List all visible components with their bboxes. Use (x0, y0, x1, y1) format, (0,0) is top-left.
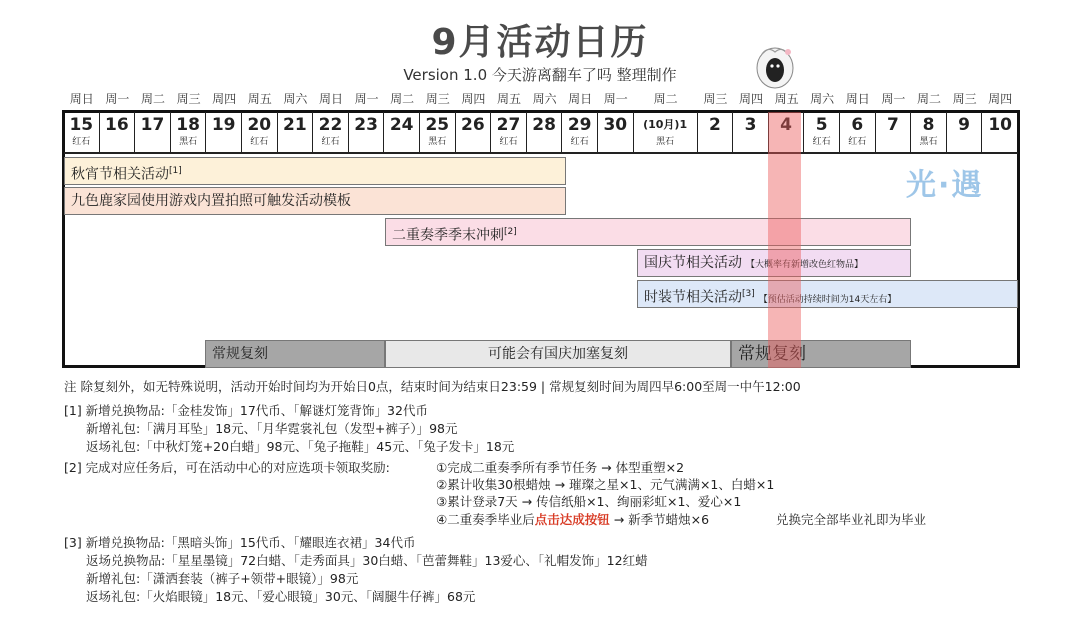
date-number: 20 (247, 115, 272, 135)
date-cell (278, 112, 314, 152)
date-cell (313, 112, 349, 152)
date-number: 10 (988, 115, 1013, 135)
date-number: 24 (389, 115, 414, 135)
weekday-label: 周六 (532, 92, 557, 106)
date-cell (456, 112, 492, 152)
date-number: 16 (105, 115, 129, 135)
event-ref: [1] (169, 166, 182, 176)
note-2-last-b: → 新季节蜡烛×6 (609, 512, 710, 527)
note-2-line: ②累计收集30根蜡烛 → 璀璨之星×1、元气满满×1、白蜡×1 (436, 477, 775, 492)
date-number: 22 (318, 115, 343, 135)
weekday-label: 周三 (703, 92, 728, 106)
date-cell (349, 112, 385, 152)
note-2-last-a: ④二重奏季毕业后 (436, 512, 535, 527)
date-cell (804, 112, 840, 152)
date-cell (491, 112, 527, 152)
mascot-icon (752, 44, 798, 94)
date-cell (733, 112, 769, 152)
stone-tag: 红石 (250, 137, 269, 147)
rerun-bar-national-extra (385, 340, 731, 368)
note-3-line: [3] 新增兑换物品:「黑暗头饰」15代币、「耀眼连衣裙」34代币 (64, 535, 416, 550)
date-number: 26 (461, 115, 485, 135)
weekday-label: 周四 (461, 92, 486, 106)
rerun-bar-regular-2 (731, 340, 911, 368)
rerun-label: 常规复刻 (212, 346, 268, 362)
date-number: 4 (780, 115, 793, 135)
note-2-graduate: 兑换完全部毕业礼即为毕业 (776, 512, 927, 527)
weekday-label: 周三 (425, 92, 450, 106)
date-number: 6 (851, 115, 864, 135)
date-number: 17 (140, 115, 165, 135)
note-2-last (436, 510, 709, 528)
date-cell (384, 112, 420, 152)
rerun-label: 常规复刻 (738, 344, 806, 364)
event-bar-fashion (637, 280, 1018, 308)
date-number: 25 (425, 115, 450, 135)
date-number: (10月)1 (643, 118, 688, 131)
date-number: 21 (283, 115, 307, 135)
page-title: 9月活动日历 (431, 22, 649, 63)
general-note: 注 除复刻外，如无特殊说明，活动开始时间均为开始日0点，结束时间为结束日23:59 | 常规复刻时间为周四早6:00至周一中午12:00 (64, 379, 801, 394)
date-number: 8 (922, 115, 935, 135)
note-3-line: 新增礼包:「潇洒套装（裤子+领带+眼镜）」98元 (86, 571, 359, 586)
date-cell (982, 112, 1018, 152)
date-number: 18 (176, 115, 200, 135)
page-subtitle: Version 1.0 今天游离翻车了吗 整理制作 (403, 66, 677, 84)
weekday-label: 周日 (69, 92, 94, 106)
weekday-label: 周二 (140, 92, 165, 106)
weekday-label: 周四 (738, 92, 763, 106)
date-number: 29 (567, 115, 592, 135)
rerun-bar-regular-1 (205, 340, 385, 368)
weekday-label: 周三 (952, 92, 977, 106)
weekday-label: 周一 (603, 92, 628, 106)
event-note: 【预估活动持续时间为14天左右】 (758, 294, 897, 305)
date-number: 15 (69, 115, 94, 135)
event-note: 【大概率有新增改色红物品】 (746, 260, 864, 270)
date-number: 9 (958, 115, 971, 135)
stone-tag: 红石 (499, 137, 518, 147)
date-number: 30 (603, 115, 628, 135)
date-number: 3 (744, 115, 757, 135)
date-number: 7 (886, 115, 899, 135)
stone-tag: 红石 (321, 137, 340, 147)
date-number: 2 (708, 115, 721, 135)
stone-tag: 黑石 (656, 137, 675, 147)
today-highlight (768, 112, 801, 368)
weekday-label: 周四 (988, 92, 1013, 106)
note-2-head: [2] 完成对应任务后，可在活动中心的对应选项卡领取奖励: (64, 460, 390, 475)
note-2-line: ①完成二重奏季所有季节任务 → 体型重塑×2 (436, 460, 685, 475)
date-number: 27 (496, 115, 521, 135)
date-number: 19 (211, 115, 236, 135)
date-cell (840, 112, 876, 152)
stone-tag: 红石 (72, 137, 91, 147)
note-1-line: [1] 新增兑换物品:「金桂发饰」17代币、「解谜灯笼背饰」32代币 (64, 403, 428, 418)
event-label: 国庆节相关活动 (644, 255, 742, 271)
event-bar-mid-autumn (64, 157, 566, 185)
date-number: 23 (354, 115, 378, 135)
date-cell (947, 112, 983, 152)
event-label: 时装节相关活动 (644, 289, 742, 306)
weekday-label: 周日 (318, 92, 343, 106)
date-cell (242, 112, 278, 152)
weekday-label: 周一 (354, 92, 379, 106)
date-cell (698, 112, 734, 152)
weekday-label: 周三 (176, 92, 201, 106)
event-label: 九色鹿家园使用游戏内置拍照可触发活动模板 (71, 193, 351, 209)
weekday-label: 周二 (390, 92, 415, 106)
date-cell (64, 112, 100, 152)
stone-tag: 红石 (812, 137, 831, 147)
watermark-logo: 光·遇 (906, 168, 984, 203)
stone-tag: 黑石 (428, 137, 447, 147)
stone-tag: 红石 (848, 137, 867, 147)
event-ref: [3] (742, 289, 755, 299)
weekday-label: 周一 (881, 92, 906, 106)
event-bar-deer-home (64, 187, 566, 215)
date-cell (171, 112, 207, 152)
note-1-line: 新增礼包:「满月耳坠」18元、「月华霓裳礼包（发型+裤子）」98元 (86, 421, 458, 436)
event-label: 二重奏季季末冲刺 (392, 227, 504, 244)
weekday-label: 周日 (845, 92, 870, 106)
date-cell (420, 112, 456, 152)
weekday-label: 周二 (653, 92, 678, 106)
note-3-line: 返场兑换物品:「星星墨镜」72白蜡、「走秀面具」30白蜡、「芭蕾舞鞋」13爱心、「礼帽发饰」12红蜡 (86, 553, 648, 568)
weekday-label: 周一 (105, 92, 130, 106)
date-number: 5 (815, 115, 828, 135)
stone-tag: 黑石 (179, 137, 198, 147)
date-cell (527, 112, 563, 152)
note-3-line: 返场礼包:「火焰眼镜」18元、「爱心眼镜」30元、「阔腿牛仔裤」68元 (86, 589, 476, 604)
stone-tag: 黑石 (919, 137, 938, 147)
weekday-label: 周日 (568, 92, 593, 106)
weekday-label: 周五 (774, 92, 799, 106)
event-label: 秋宵节相关活动 (71, 166, 169, 183)
event-bar-duet-sprint (385, 218, 911, 246)
weekday-label: 周二 (916, 92, 941, 106)
date-cell (911, 112, 947, 152)
date-number: 28 (532, 115, 556, 135)
date-cell (876, 112, 912, 152)
date-cell (206, 112, 242, 152)
note-2-highlight: 点击达成按钮 (534, 512, 610, 527)
rerun-label: 可能会有国庆加塞复刻 (488, 346, 628, 362)
date-cell (100, 112, 136, 152)
date-cell (135, 112, 171, 152)
weekday-label: 周六 (810, 92, 835, 106)
weekday-label: 周六 (283, 92, 308, 106)
date-cell (562, 112, 598, 152)
weekday-label: 周四 (212, 92, 237, 106)
stone-tag: 红石 (570, 137, 589, 147)
date-cell (598, 112, 634, 152)
date-row-divider (64, 152, 1018, 154)
date-cell (634, 112, 698, 152)
weekday-label: 周五 (496, 92, 521, 106)
event-ref: [2] (504, 227, 517, 237)
weekday-label: 周五 (247, 92, 272, 106)
note-1-line: 返场礼包:「中秋灯笼+20白蜡」98元、「兔子拖鞋」45元、「兔子发卡」18元 (86, 439, 515, 454)
note-2-line: ③累计登录7天 → 传信纸船×1、绚丽彩虹×1、爱心×1 (436, 494, 742, 509)
